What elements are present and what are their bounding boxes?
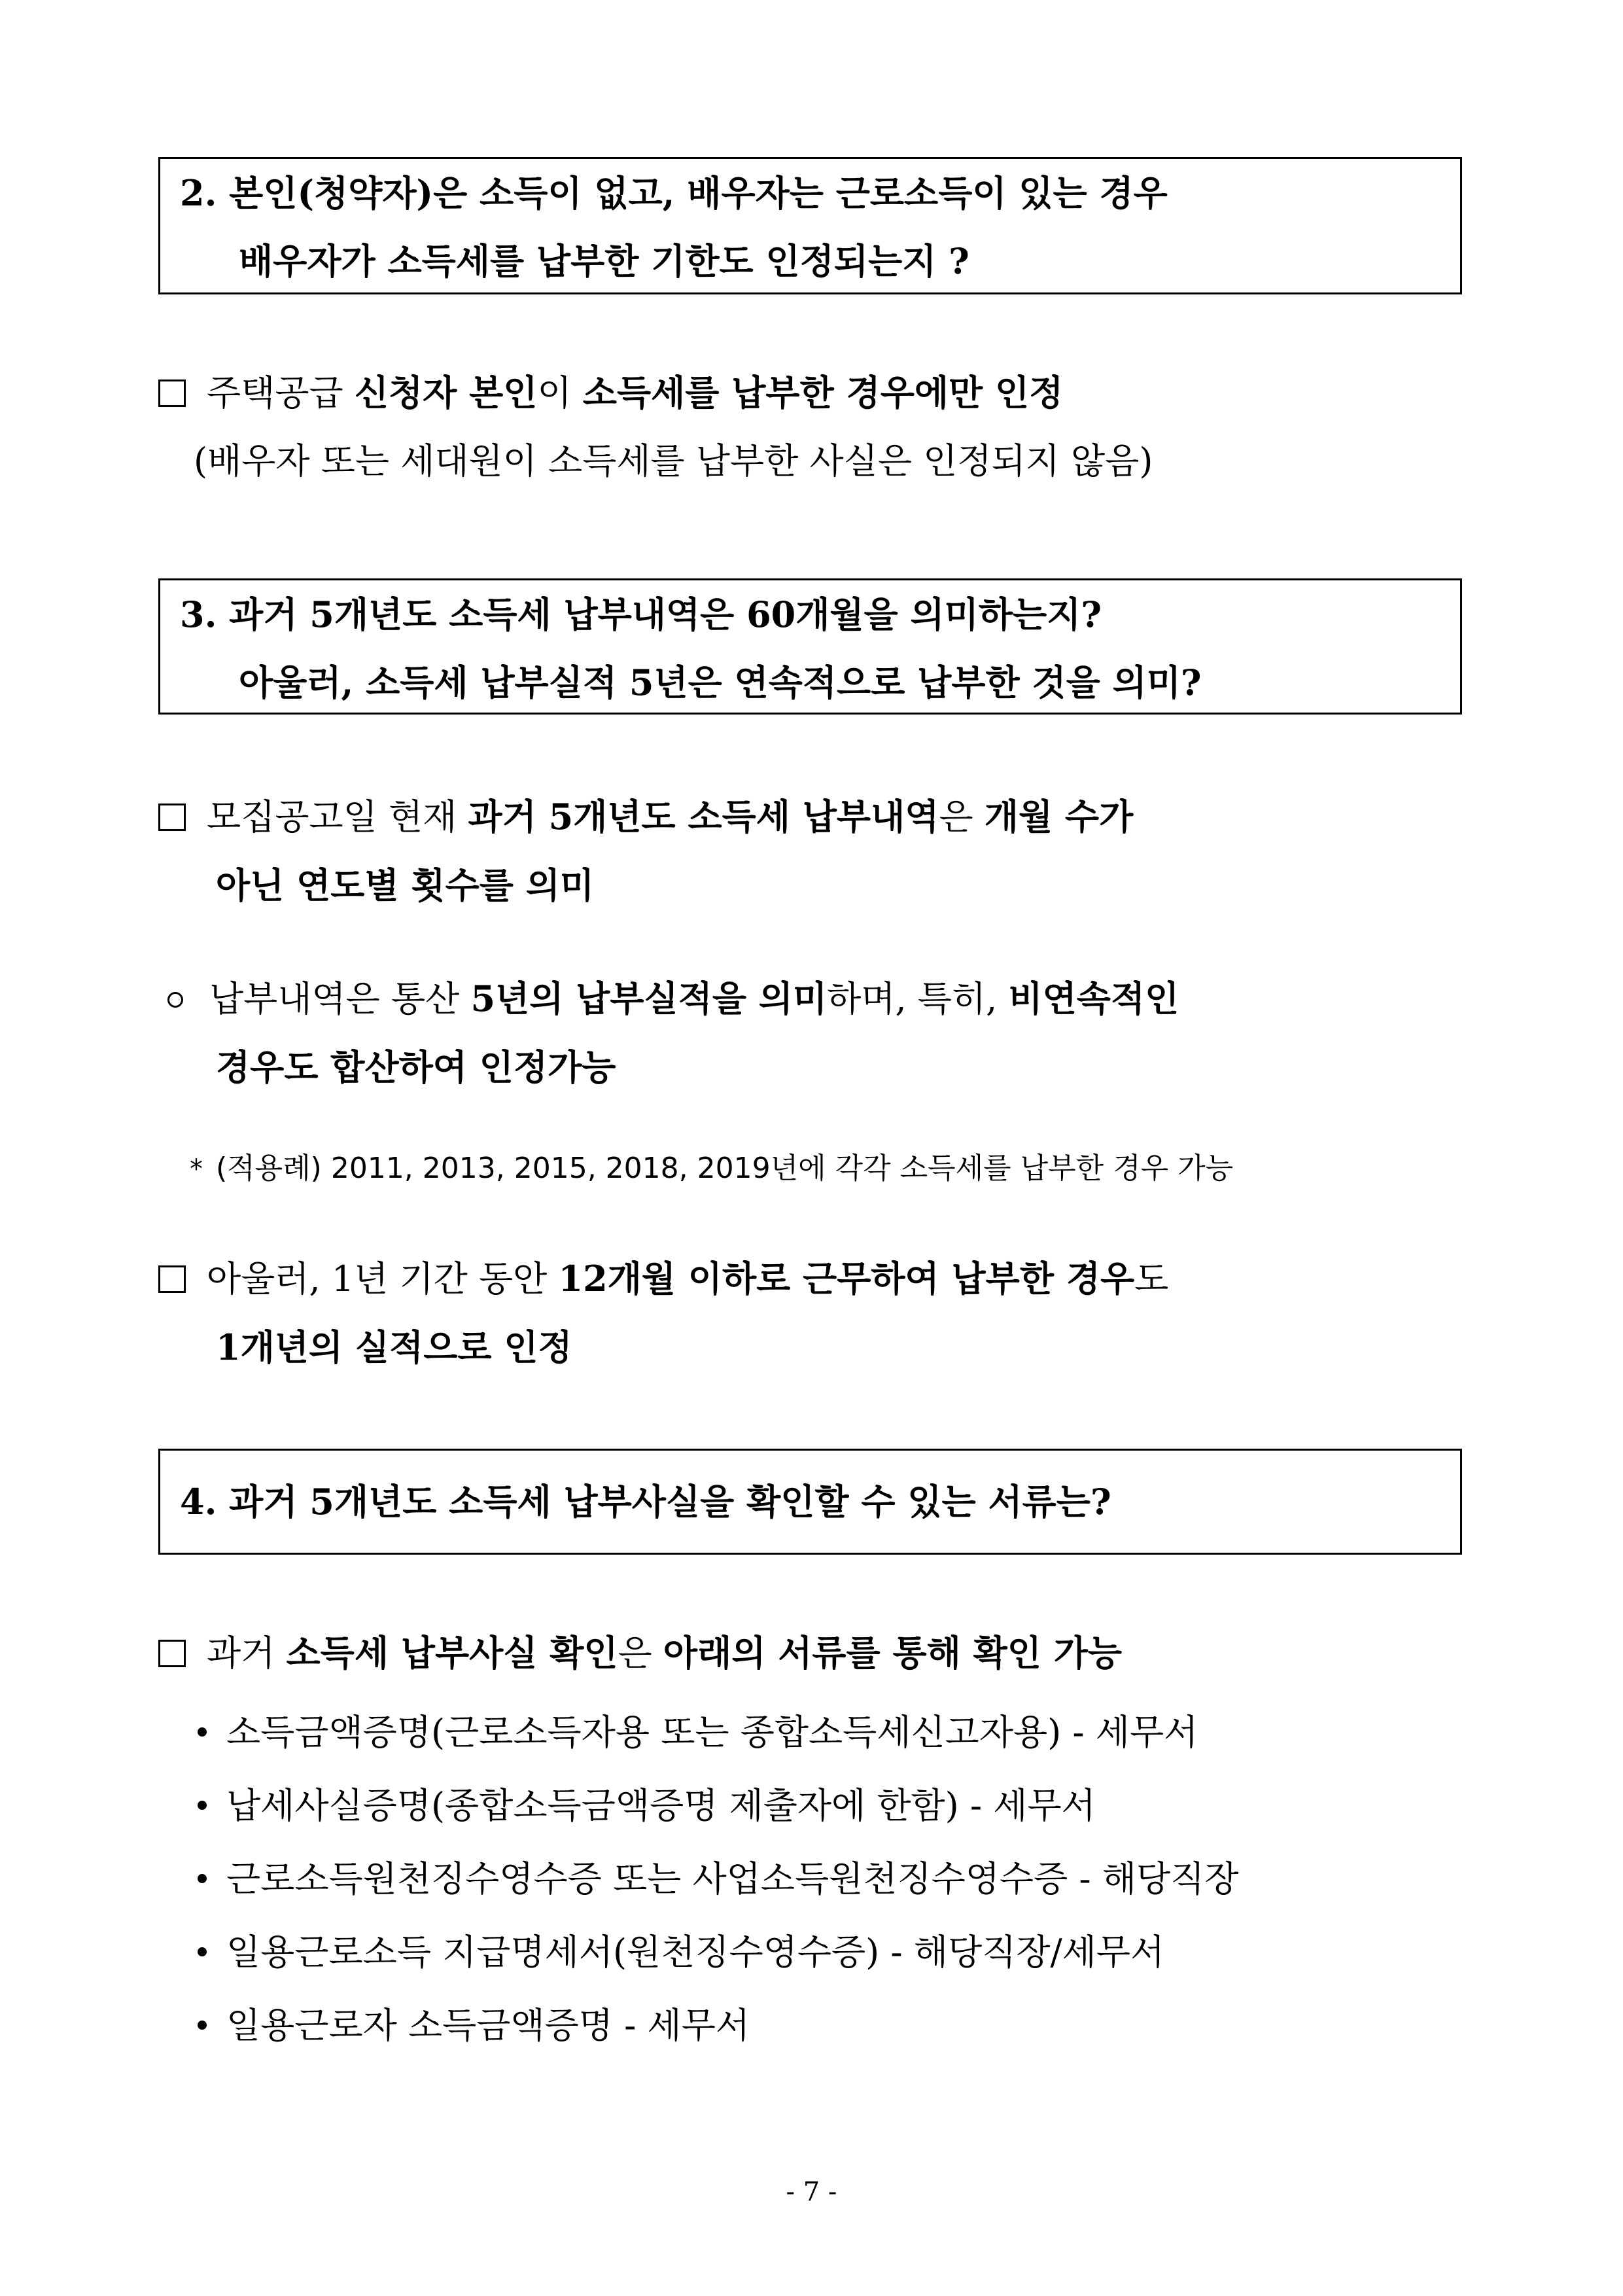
extra-prefix: 아울러, 1년 기간 동안: [207, 1258, 548, 1299]
document-list: [190, 1696, 1239, 2062]
answer-2-mid: 이: [537, 372, 572, 414]
answer-3: [158, 783, 1467, 919]
list-item-text: 소득금액증명(근로소득자용 또는 종합소득세신고자용) - 세무서: [226, 1712, 1198, 1753]
list-item-text: 근로소득원천징수영수증 또는 사업소득원천징수영수증 - 해당직장: [226, 1858, 1239, 1899]
bullet-dot-icon: [198, 2021, 207, 2030]
bullet-dot-icon: [198, 1727, 207, 1737]
answer-2: [158, 359, 1467, 495]
bullet-dot-icon: [198, 1947, 207, 1956]
question-3-box: [158, 578, 1462, 715]
circle-item-line-2: 경우도 합산하여 인정가능: [216, 1046, 616, 1088]
list-item: [190, 1989, 1239, 2062]
list-item-text: 일용근로자 소득금액증명 - 세무서: [226, 2005, 750, 2046]
answer-2-sub: (배우자 또는 세대원이 소득세를 납부한 사실은 인정되지 않음): [194, 440, 1153, 482]
answer-3-mid: 은: [939, 796, 973, 838]
answer-2-bold-2: 소득세를 납부한 경우에만 인정: [582, 372, 1064, 414]
answer-3-bold-2: 개월 수가: [984, 796, 1134, 838]
bullet-dot-icon: [198, 1801, 207, 1810]
extra-line-2: 1개년의 실적으로 인정: [216, 1326, 572, 1368]
checkbox-square-icon: [158, 1265, 186, 1293]
page-number: - 7 -: [786, 2177, 837, 2207]
answer-4-bold-2: 아래의 서류를 통해 확인 가능: [663, 1632, 1123, 1674]
question-2-line-1: 2. 본인(청약자)은 소득이 없고, 배우자는 근로소득이 있는 경우: [180, 172, 1168, 214]
answer-4-bold-1: 소득세 납부사실 확인: [286, 1632, 618, 1674]
answer-4: [158, 1619, 1467, 1687]
answer-3-prefix: 모집공고일 현재: [207, 796, 457, 838]
answer-4-prefix: 과거: [207, 1633, 275, 1674]
list-item-text: 납세사실증명(종합소득금액증명 제출자에 한함) - 세무서: [226, 1785, 1096, 1826]
answer-3-line-2: 아닌 연도별 횟수를 의미: [216, 864, 595, 906]
note-text: (적용례) 2011, 2013, 2015, 2018, 2019년에 각각 소득세를 납부한 경우 가능: [216, 1152, 1234, 1185]
circle-bullet-icon: [167, 992, 183, 1008]
list-item: [190, 1696, 1239, 1769]
list-item: [190, 1843, 1239, 1916]
extra-bold-1: 12개월 이하로 근무하여 납부한 경우: [558, 1258, 1135, 1299]
question-3-line-1: 3. 과거 5개년도 소득세 납부내역은 60개월을 의미하는지?: [180, 593, 1102, 635]
circle-item-prefix: 납부내역은 통산: [209, 978, 460, 1019]
answer-3-circle-item: [158, 964, 1467, 1101]
question-2-line-2: 배우자가 소득세를 납부한 기한도 인정되는지 ?: [239, 240, 969, 282]
checkbox-square-icon: [158, 380, 186, 407]
answer-2-bold-1: 신청자 본인: [354, 372, 538, 414]
answer-2-prefix: 주택공급: [207, 372, 343, 414]
list-item: [190, 1916, 1239, 1989]
checkbox-square-icon: [158, 1640, 186, 1667]
answer-3-note: [190, 1142, 1233, 1195]
list-item-text: 일용근로소득 지급명세서(원천징수영수증) - 해당직장/세무서: [226, 1932, 1165, 1973]
answer-4-mid: 은: [618, 1633, 652, 1674]
bullet-dot-icon: [198, 1874, 207, 1883]
asterisk-mark: *: [190, 1154, 203, 1184]
question-4-box: [158, 1449, 1462, 1555]
answer-3-bold-1: 과거 5개년도 소득세 납부내역: [468, 796, 939, 838]
question-4-line-1: 4. 과거 5개년도 소득세 납부사실을 확인할 수 있는 서류는?: [180, 1481, 1111, 1523]
circle-item-bold-2: 비연속적인: [1008, 978, 1179, 1019]
answer-3-extra: [158, 1245, 1467, 1381]
circle-item-mid: 하며, 특히,: [827, 978, 998, 1019]
question-3-line-2: 아울러, 소득세 납부실적 5년은 연속적으로 납부한 것을 의미?: [239, 662, 1202, 703]
list-item: [190, 1769, 1239, 1843]
checkbox-square-icon: [158, 804, 186, 831]
extra-suffix: 도: [1134, 1258, 1169, 1299]
circle-item-bold-1: 5년의 납부실적을 의미: [470, 978, 828, 1019]
question-2-box: [158, 157, 1462, 294]
